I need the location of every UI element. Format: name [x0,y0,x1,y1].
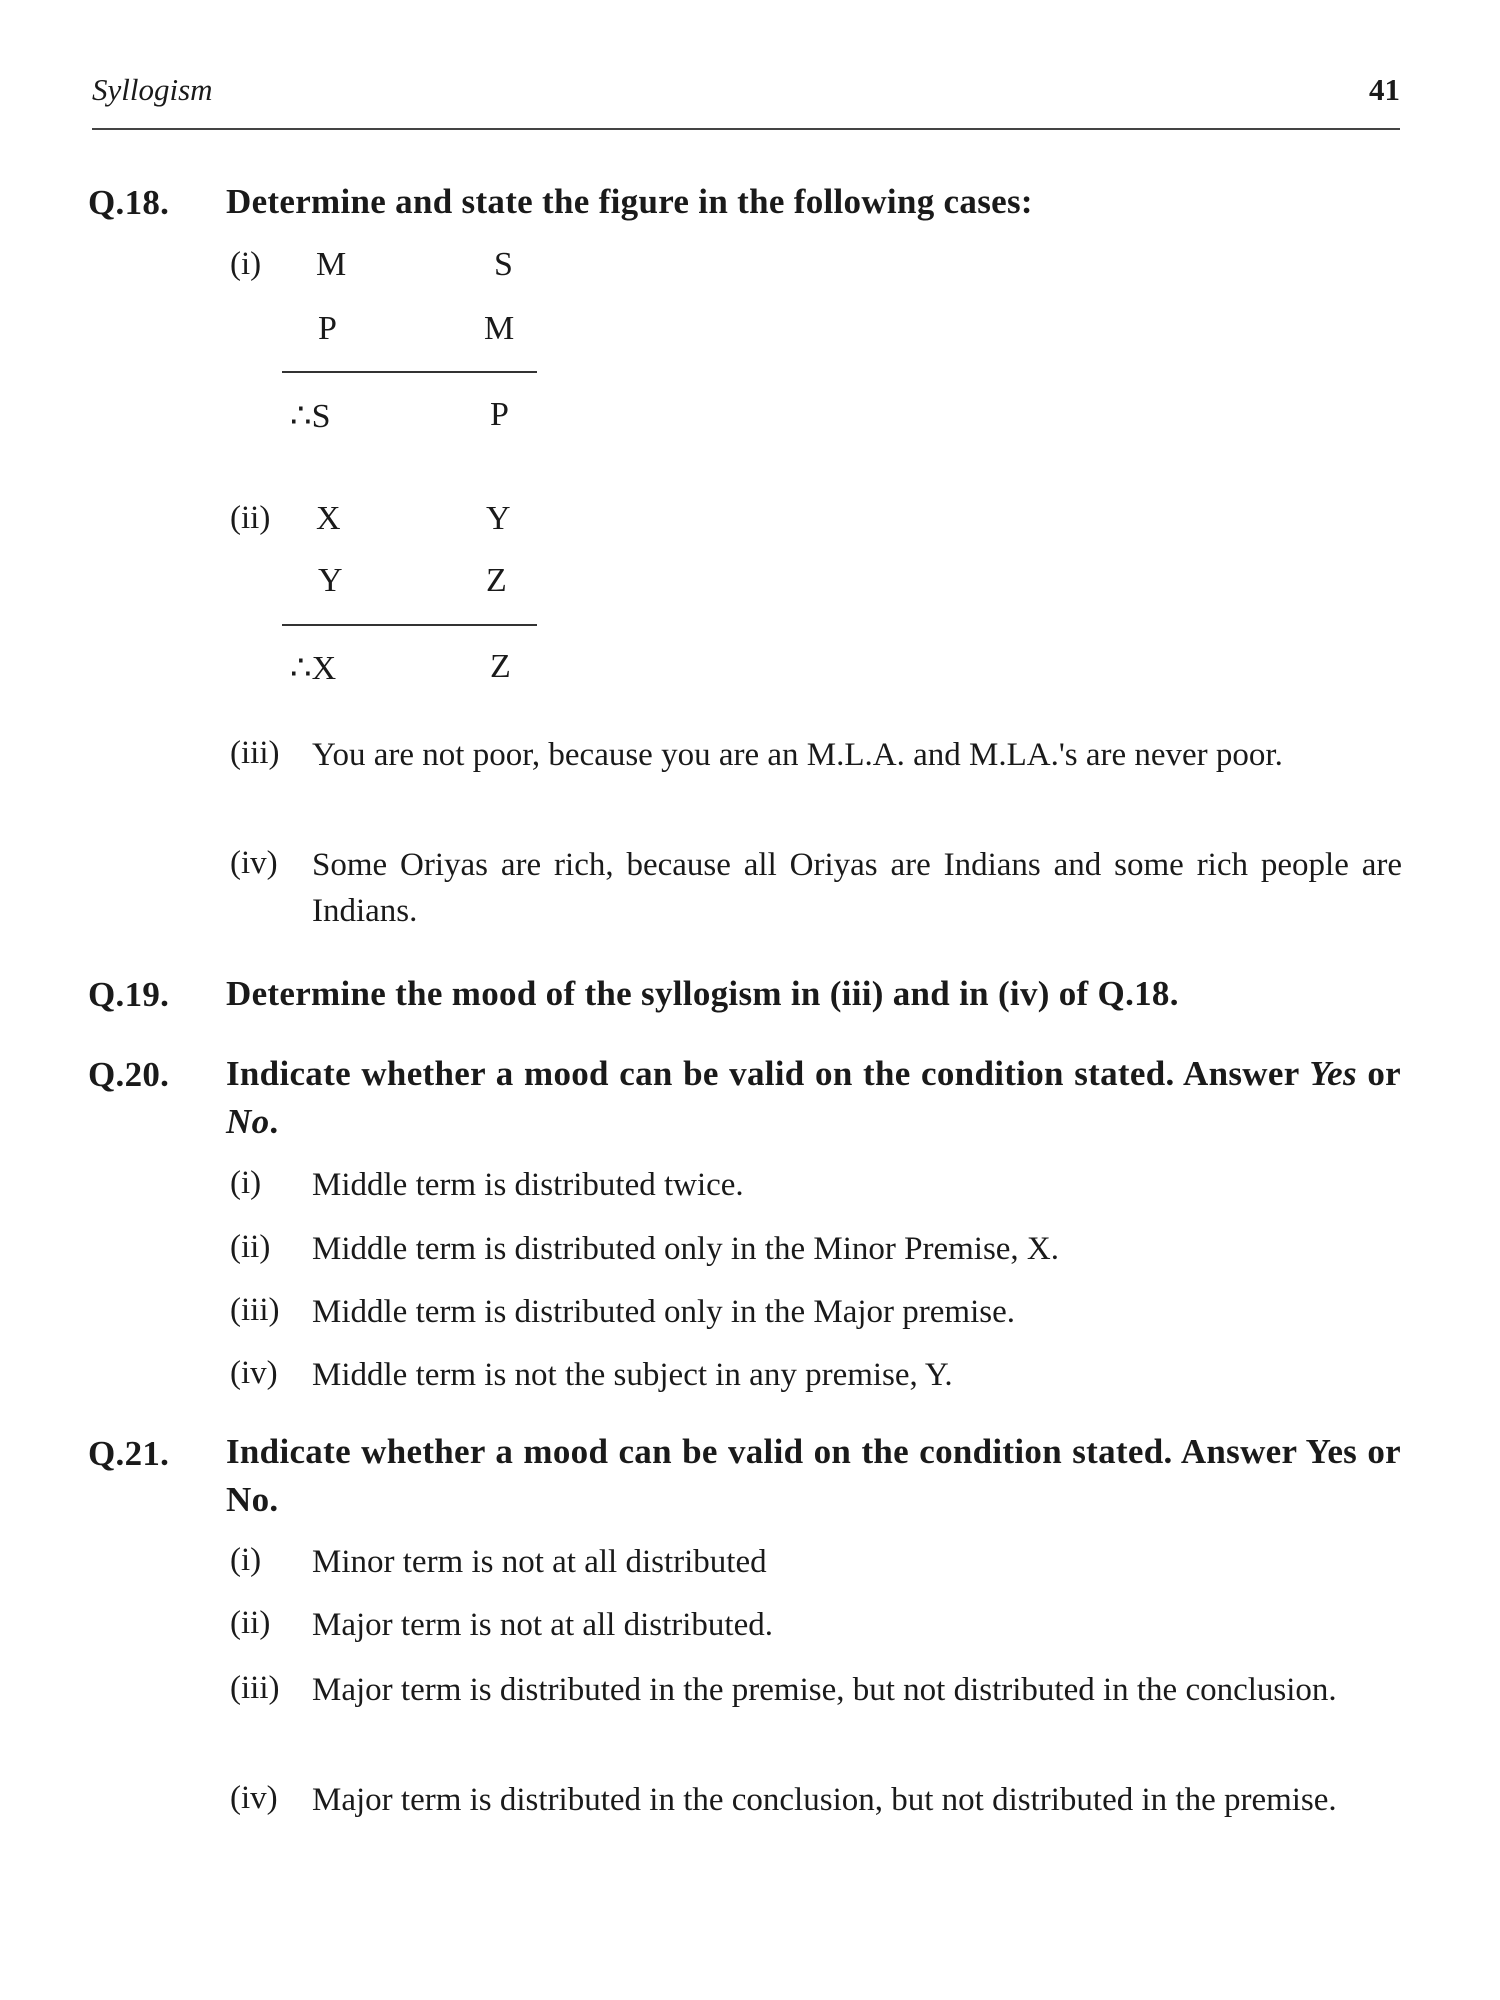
q18-case-i-label: (i) [230,246,262,282]
q21-item-1-label: (i) [230,1542,262,1578]
q20-yes: Yes [1309,1054,1357,1093]
q21-item-4-label: (iv) [230,1780,278,1816]
q20-text [226,1050,1401,1146]
q18-case-i-conclusion-right: P [490,396,509,433]
q20-item-4-label: (iv) [230,1355,278,1391]
q20-item-4-text: Middle term is not the subject in any premise, Y. [312,1357,953,1393]
q20-period: . [269,1102,279,1141]
q20-item-2-label: (ii) [230,1229,271,1265]
q18-case-ii-major-left: X [316,500,341,537]
running-head: Syllogism [92,72,213,107]
q18-case-i-major-right: S [494,246,513,283]
q18-case-i-minor-left: P [318,310,337,347]
q20-item-3-label: (iii) [230,1292,280,1328]
q18-number: Q.18. [88,183,170,222]
q20-item-2-text: Middle term is distributed only in the Minor Premise, X. [312,1231,1060,1267]
q19-text: Determine the mood of the syllogism in (iii) and in (iv) of Q.18. [226,974,1179,1013]
q21-number: Q.21. [88,1434,170,1473]
q21-text: Indicate whether a mood can be valid on the condition stated. Answer Yes or No. [226,1432,1401,1519]
q20-item-3-text: Middle term is distributed only in the Major premise. [312,1294,1015,1330]
q18-case-i-major-left: M [316,246,347,283]
page-number: 41 [1369,72,1400,107]
q20-or: or [1356,1054,1402,1093]
q20-item-1-label: (i) [230,1165,262,1201]
q21-item-2-label: (ii) [230,1605,271,1641]
q18-case-iv-label: (iv) [230,845,278,881]
q19-number: Q.19. [88,975,170,1014]
q21-item-2-text: Major term is not at all distributed. [312,1607,774,1643]
q18-case-iii-label: (iii) [230,735,280,771]
q21-item-4-text: Major term is distributed in the conclusion, but not distributed in the premise. [312,1782,1337,1818]
q18-case-ii-rule [282,624,537,626]
q18-case-i-rule [282,371,537,373]
q18-text: Determine and state the figure in the following cases: [226,182,1033,221]
q18-case-ii-minor-left: Y [318,562,343,599]
q21-item-3-label: (iii) [230,1670,280,1706]
q20-number: Q.20. [88,1055,170,1094]
q18-case-ii-conclusion-left: ∴X [290,650,337,687]
q18-case-i-minor-right: M [484,310,515,347]
q18-case-ii-label: (ii) [230,500,271,536]
q18-case-iii-text: You are not poor, because you are an M.L.A. and M.LA.'s are never poor. [312,737,1283,773]
q18-case-ii-minor-right: Z [486,562,507,599]
q18-case-ii-major-right: Y [486,500,511,537]
q20-text-main: Indicate whether a mood can be valid on the condition stated. Answer [226,1054,1310,1093]
q18-case-iv-text: Some Oriyas are rich, because all Oriyas are Indians and some rich people are Indians. [312,847,1402,929]
q18-case-i-conclusion-left: ∴S [290,398,331,435]
q20-no: No [226,1102,270,1141]
q21-item-3-text: Major term is distributed in the premise, but not distributed in the conclusion. [312,1672,1337,1708]
header-rule [92,128,1400,130]
q18-case-ii-conclusion-right: Z [490,648,511,685]
q20-item-1-text: Middle term is distributed twice. [312,1167,744,1203]
q21-item-1-text: Minor term is not at all distributed [312,1544,767,1580]
